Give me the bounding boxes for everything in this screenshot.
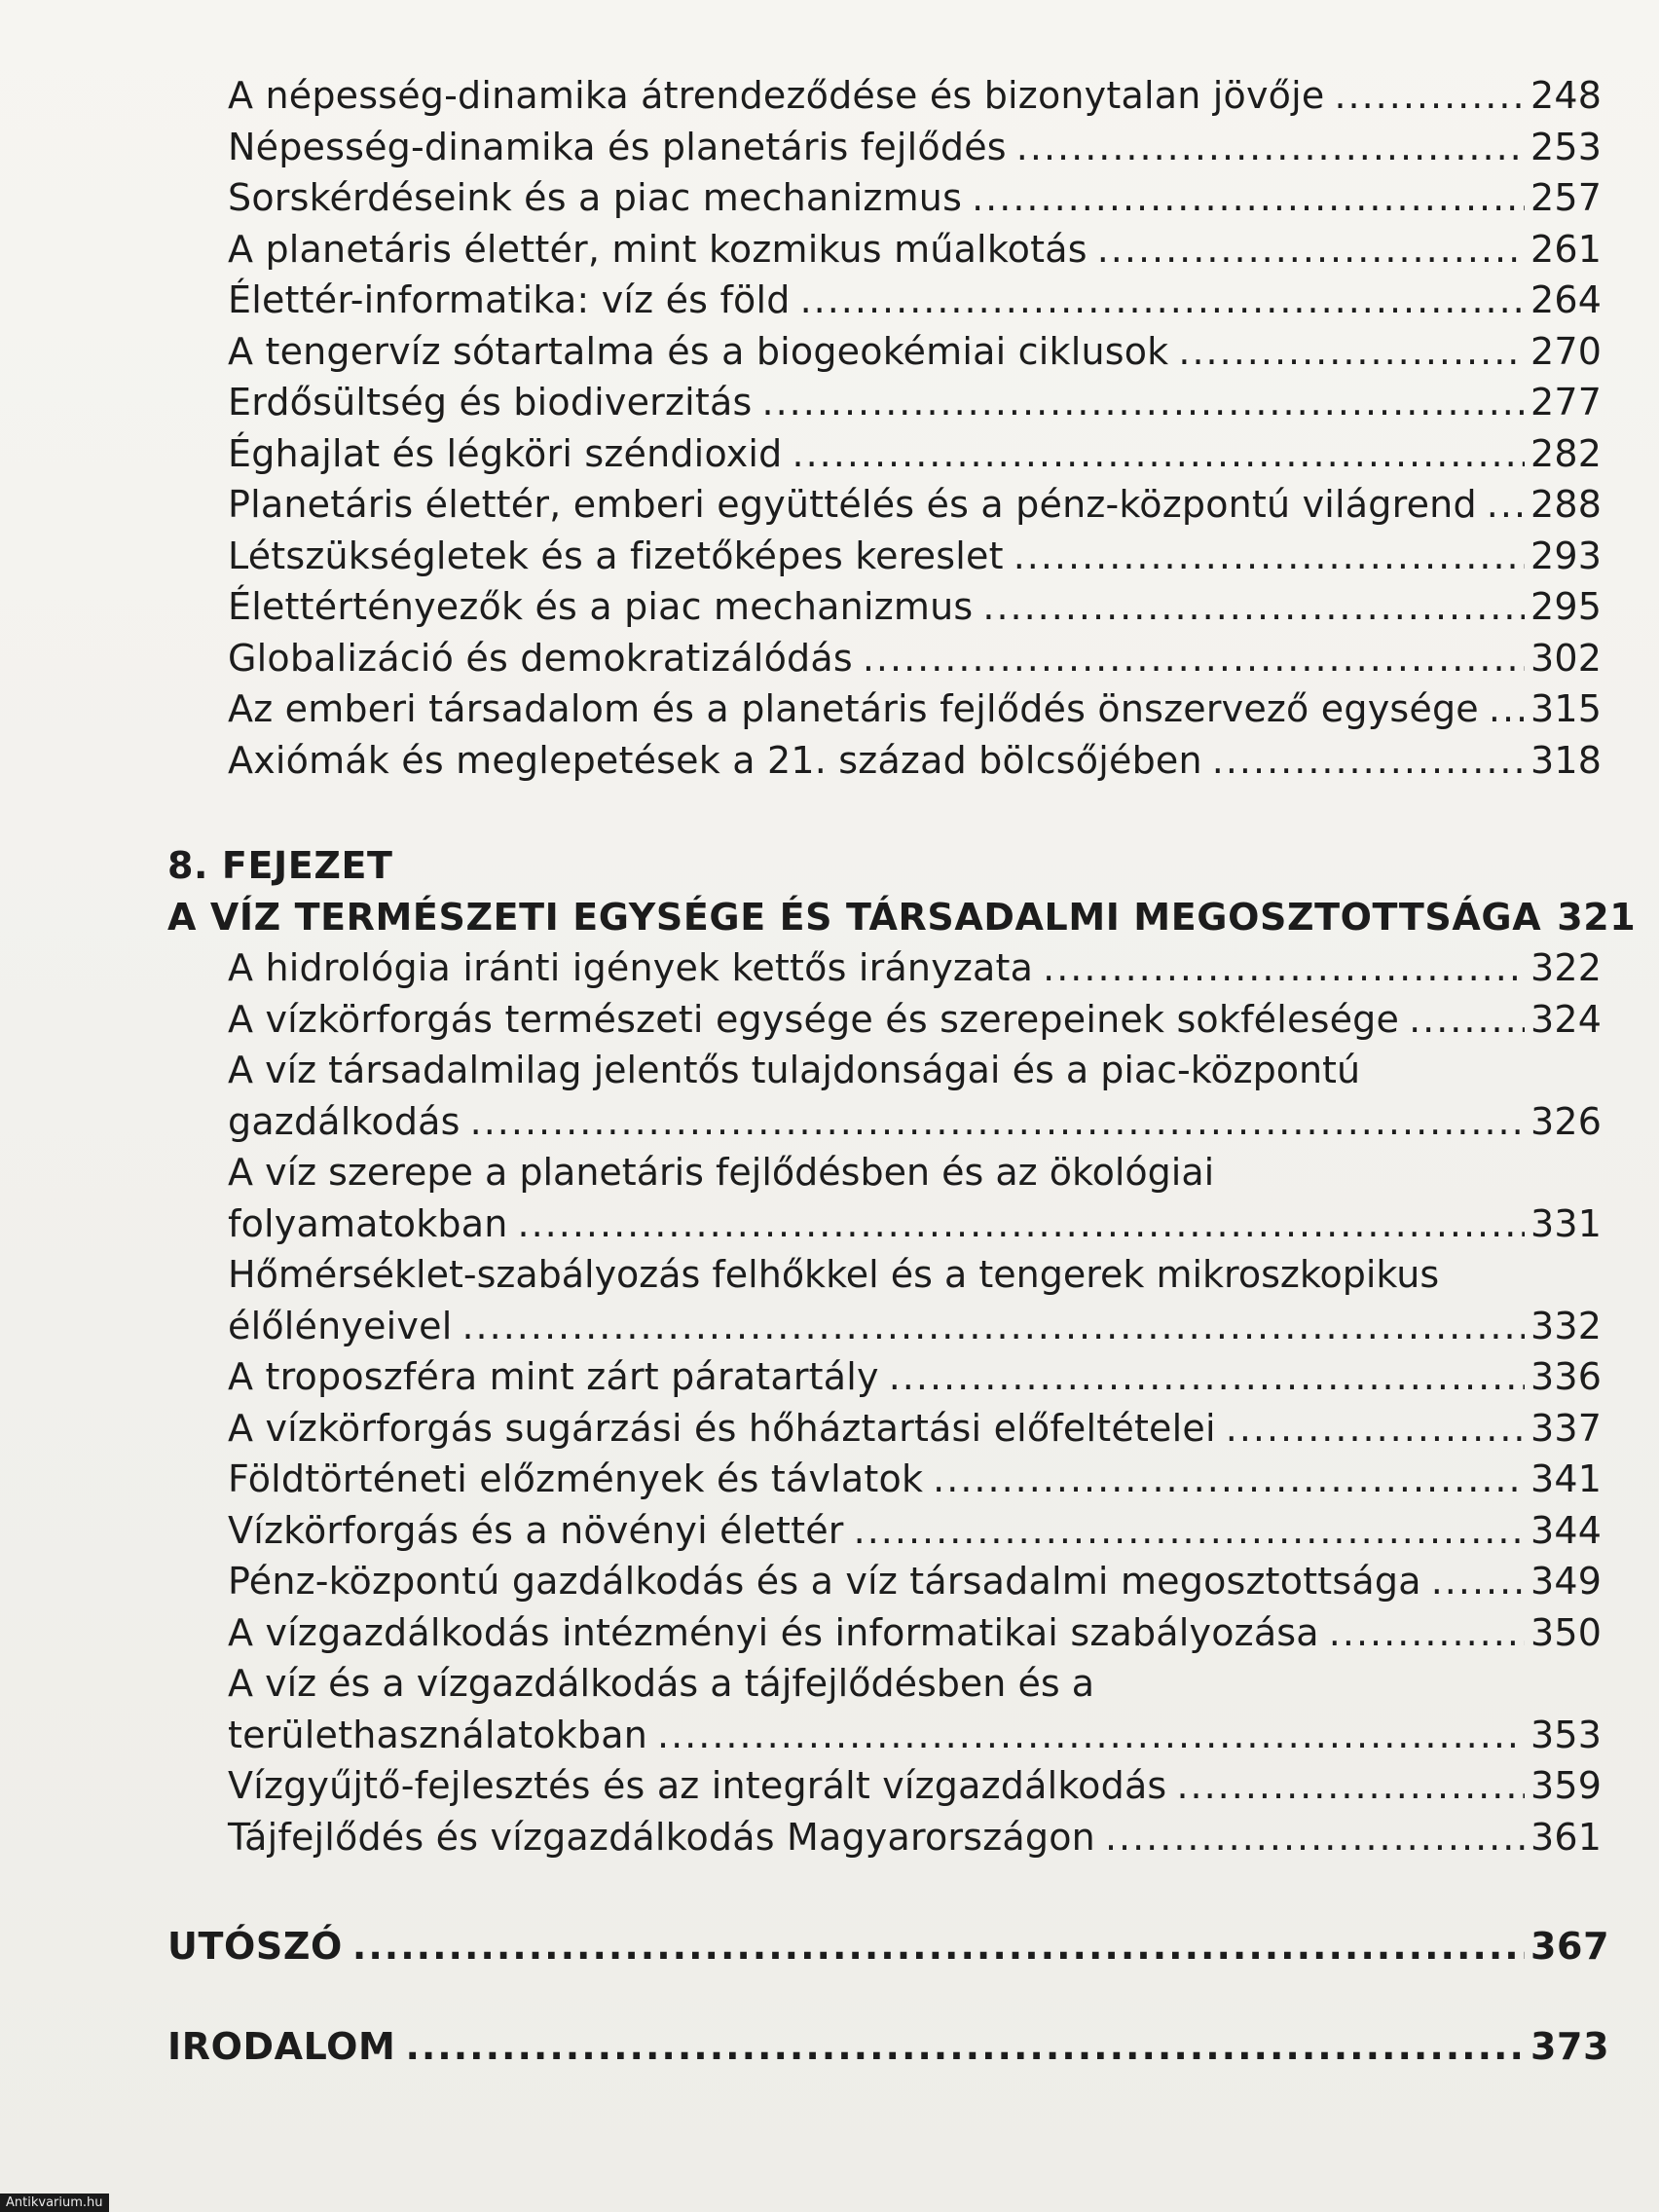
leader-dots xyxy=(800,275,1525,326)
afterword-entry xyxy=(167,1921,1610,1972)
literature-title: IRODALOM xyxy=(167,2024,396,2068)
toc-entry xyxy=(167,1096,1603,1148)
toc-entry-title: Pénz-központú gazdálkodás és a víz társadalmi megosztottsága xyxy=(228,1560,1421,1603)
toc-entry-title-line2: folyamatokban xyxy=(228,1201,508,1245)
toc-entry-page: 324 xyxy=(1530,997,1603,1041)
leader-dots xyxy=(972,172,1525,224)
toc-entry xyxy=(167,326,1603,378)
toc-entry-page: 270 xyxy=(1530,329,1603,373)
toc-entry-title: Tájfejlődés és vízgazdálkodás Magyarországon xyxy=(228,1815,1095,1859)
toc-entry xyxy=(167,1403,1603,1455)
toc-entry-page: 337 xyxy=(1530,1406,1603,1450)
toc-entry-title: A tengervíz sótartalma és a biogeokémiai ciklusok xyxy=(228,329,1169,373)
toc-entry-title: Erdősültség és biodiverzitás xyxy=(228,381,753,424)
toc-entry xyxy=(167,1454,1603,1505)
toc-entry-title-line1: A víz szerepe a planetáris fejlődésben és az ökológiai xyxy=(228,1151,1215,1194)
leader-dots xyxy=(1212,735,1525,787)
leader-dots xyxy=(1489,683,1525,735)
toc-entry xyxy=(167,1607,1603,1659)
toc-entry-title-line1: A víz és a vízgazdálkodás a tájfejlődésben és a xyxy=(228,1662,1094,1705)
toc-entry-title: Az emberi társadalom és a planetáris fejlődés önszervező egysége xyxy=(228,687,1479,730)
toc-entry-page: 315 xyxy=(1530,687,1603,730)
toc-entry-page: 302 xyxy=(1530,636,1603,680)
toc-entry-title: Axiómák és meglepetések a 21. század bölcsőjében xyxy=(228,738,1202,782)
leader-dots xyxy=(1105,1812,1525,1863)
toc-entry-title: Létszükségletek és a fizetőképes kereslet xyxy=(228,534,1004,577)
toc-entry-page: 257 xyxy=(1530,176,1603,219)
toc-entry xyxy=(167,122,1603,173)
leader-dots xyxy=(889,1351,1525,1403)
leader-dots xyxy=(982,581,1525,633)
toc-entry xyxy=(167,1760,1603,1812)
leader-dots xyxy=(405,2021,1525,2073)
toc-entry-page: 318 xyxy=(1530,738,1603,782)
chapter-label: 8. FEJEZET xyxy=(167,844,393,887)
leader-dots xyxy=(1329,1607,1525,1659)
toc-entry-page: 336 xyxy=(1530,1355,1603,1398)
toc-entry xyxy=(167,1710,1603,1761)
leader-dots xyxy=(1097,224,1525,276)
toc-entry-page: 295 xyxy=(1530,585,1603,628)
toc-entry-page: 248 xyxy=(1530,74,1603,117)
toc-entry-page: 261 xyxy=(1530,227,1603,271)
toc-entry xyxy=(167,1505,1603,1557)
leader-dots xyxy=(1043,942,1525,994)
toc-entry xyxy=(167,1556,1603,1607)
toc-entry-title: A vízkörforgás sugárzási és hőháztartási előfeltételei xyxy=(228,1406,1216,1450)
toc-entry-page: 341 xyxy=(1530,1457,1603,1500)
literature-page: 373 xyxy=(1530,2024,1610,2068)
toc-entry-page: 349 xyxy=(1530,1560,1603,1603)
toc-entry xyxy=(167,1812,1603,1863)
toc-entry-page: 253 xyxy=(1530,125,1603,168)
toc-entry-page: 331 xyxy=(1530,1201,1603,1245)
toc-entry xyxy=(167,70,1603,122)
leader-dots xyxy=(762,377,1526,428)
toc-entry-page: 326 xyxy=(1530,1099,1603,1143)
toc-entry-title: A troposzféra mint zárt páratartály xyxy=(228,1355,879,1398)
toc-entry-page: 293 xyxy=(1530,534,1603,577)
toc-entry-title-line2: élőlényeivel xyxy=(228,1304,453,1347)
leader-dots xyxy=(461,1301,1525,1352)
toc-entry xyxy=(167,1198,1603,1250)
leader-dots xyxy=(854,1505,1525,1557)
toc-entry-page: 361 xyxy=(1530,1815,1603,1859)
toc-entry-title: A vízkörforgás természeti egysége és szerepeinek sokfélesége xyxy=(228,997,1400,1041)
leader-dots xyxy=(1226,1403,1525,1455)
leader-dots xyxy=(1487,479,1525,531)
table-of-contents xyxy=(167,70,1637,2072)
leader-dots xyxy=(1176,1760,1525,1812)
toc-entry-page: 322 xyxy=(1530,946,1603,989)
toc-entry-title: Globalizáció és demokratizálódás xyxy=(228,636,853,680)
afterword-page: 367 xyxy=(1530,1925,1610,1968)
chapter-title-entry xyxy=(167,892,1637,943)
toc-entry-title: Sorskérdéseink és a piac mechanizmus xyxy=(228,176,963,219)
toc-entry-title: A vízgazdálkodás intézményi és informatikai szabályozása xyxy=(228,1610,1319,1654)
toc-entry-title-line2: területhasználatokban xyxy=(228,1713,647,1756)
leader-dots xyxy=(470,1096,1525,1148)
toc-entry-page: 350 xyxy=(1530,1610,1603,1654)
toc-entry xyxy=(167,479,1603,531)
toc-entry-page: 282 xyxy=(1530,431,1603,475)
leader-dots xyxy=(1016,122,1525,173)
toc-entry xyxy=(167,735,1603,787)
toc-entry-page: 359 xyxy=(1530,1764,1603,1807)
leader-dots xyxy=(863,633,1525,684)
watermark-label: Antikvarium.hu xyxy=(0,2194,109,2212)
toc-entry-title: A planetáris élettér, mint kozmikus műalkotás xyxy=(228,227,1088,271)
toc-entry-title: A népesség-dinamika átrendeződése és bizonytalan jövője xyxy=(228,74,1325,117)
afterword-title: UTÓSZÓ xyxy=(167,1925,343,1968)
toc-entry xyxy=(167,633,1603,684)
toc-entry xyxy=(167,683,1603,735)
toc-entry xyxy=(167,581,1603,633)
toc-entry-title-line1: Hőmérséklet-szabályozás felhőkkel és a tengerek mikroszkopikus xyxy=(228,1253,1440,1296)
toc-entry-title: Éghajlat és légköri széndioxid xyxy=(228,431,783,475)
toc-entry xyxy=(167,172,1603,224)
toc-entry-title: Vízgyűjtő-fejlesztés és az integrált vízgazdálkodás xyxy=(228,1764,1167,1807)
leader-dots xyxy=(933,1454,1525,1505)
toc-entry-page: 264 xyxy=(1530,278,1603,321)
leader-dots xyxy=(1409,994,1525,1046)
toc-entry xyxy=(167,1351,1603,1403)
leader-dots xyxy=(657,1710,1525,1761)
toc-entry xyxy=(167,428,1603,480)
toc-entry xyxy=(167,377,1603,428)
leader-dots xyxy=(1334,70,1525,122)
leader-dots xyxy=(352,1921,1525,1972)
leader-dots xyxy=(793,428,1526,480)
toc-entry-title: Élettér-informatika: víz és föld xyxy=(228,278,791,321)
toc-entry xyxy=(167,275,1603,326)
chapter-title: A VÍZ TERMÉSZETI EGYSÉGE ÉS TÁRSADALMI MEGOSZTOTTSÁGA xyxy=(167,895,1542,939)
toc-entry-title: Népesség-dinamika és planetáris fejlődés xyxy=(228,125,1007,168)
toc-entry-page: 353 xyxy=(1530,1713,1603,1756)
toc-entry xyxy=(167,224,1603,276)
leader-dots xyxy=(1014,531,1525,582)
toc-entry-page: 344 xyxy=(1530,1508,1603,1552)
toc-entry xyxy=(167,942,1603,994)
toc-entry-title: Planetáris élettér, emberi együttélés és a pénz-központú világrend xyxy=(228,483,1477,526)
leader-dots xyxy=(1431,1556,1525,1607)
toc-entry-title: Vízkörforgás és a növényi élettér xyxy=(228,1508,844,1552)
toc-entry-title: Élettértényezők és a piac mechanizmus xyxy=(228,585,974,628)
toc-entry-title: Földtörténeti előzmények és távlatok xyxy=(228,1457,924,1500)
toc-entry-title-line1: A víz társadalmilag jelentős tulajdonságai és a piac-központú xyxy=(228,1049,1361,1091)
toc-entry xyxy=(167,994,1603,1046)
toc-entry xyxy=(167,531,1603,582)
leader-dots xyxy=(518,1198,1525,1250)
chapter-page: 321 xyxy=(1557,895,1637,939)
leader-dots xyxy=(1178,326,1525,378)
toc-entry-title: A hidrológia iránti igények kettős irányzata xyxy=(228,946,1034,989)
toc-entry-page: 277 xyxy=(1530,381,1603,424)
toc-entry-title-line2: gazdálkodás xyxy=(228,1099,461,1143)
toc-entry-page: 332 xyxy=(1530,1304,1603,1347)
toc-entry-page: 288 xyxy=(1530,483,1603,526)
toc-entry xyxy=(167,1301,1603,1352)
literature-entry xyxy=(167,2021,1610,2073)
